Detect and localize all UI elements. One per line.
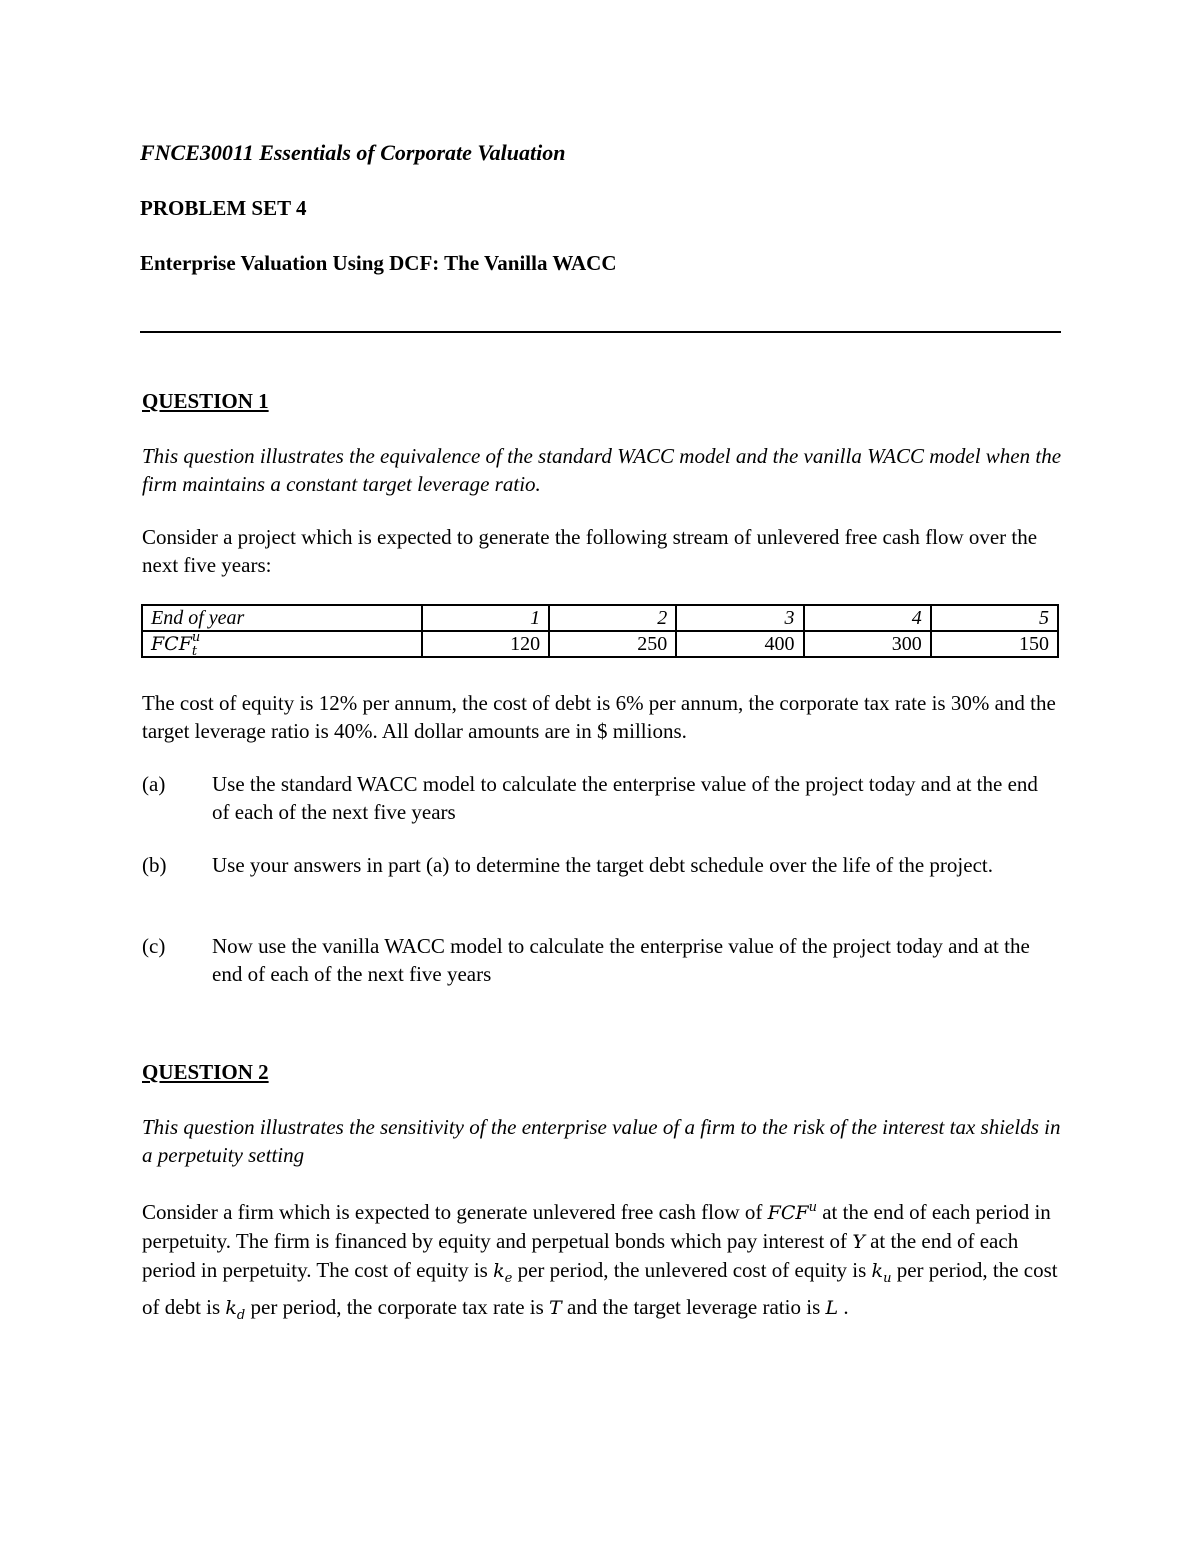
cost-of-equity-symbol: k	[493, 1260, 505, 1282]
fcf-scripts	[191, 630, 204, 659]
body-text: per period, the corporate tax rate is	[245, 1295, 550, 1320]
body-text: at the end of each period in perpetuity. The firm is financed by equity and perpetual bonds which pay interest of	[142, 1200, 1051, 1253]
interest-symbol: Y	[852, 1231, 865, 1253]
question-1-part-b	[142, 851, 1062, 879]
part-marker: (b)	[142, 853, 167, 877]
body-text: per period, the unlevered cost of equity is	[512, 1258, 872, 1282]
year-row-label: End of year	[142, 605, 422, 631]
fcf-subscript: t	[191, 644, 198, 659]
question-1-setup: Consider a project which is expected to generate the following stream of unlevered free cash flow over the next five years:	[142, 525, 1038, 577]
part-marker: (c)	[142, 934, 166, 958]
question-2-body	[142, 1194, 1062, 1330]
part-text: Now use the vanilla WACC model to calculate the enterprise value of the project today and at the end of each of the next five years	[212, 934, 1030, 986]
question-1-part-c	[142, 932, 1062, 988]
problem-set-subtitle: Enterprise Valuation Using DCF: The Vanilla WACC	[140, 251, 617, 275]
fcf-superscript: u	[191, 630, 201, 645]
fcf-cell: 120	[422, 631, 549, 657]
body-text: per period, the cost of debt is	[142, 1258, 1058, 1320]
question-1-heading: QUESTION 1	[142, 389, 269, 413]
part-text: Use your answers in part (a) to determine the target debt schedule over the life of the project.	[212, 853, 993, 877]
body-text: .	[838, 1295, 849, 1320]
question-1-part-a	[142, 770, 1062, 826]
leverage-symbol: L	[825, 1297, 839, 1320]
tax-rate-symbol: T	[549, 1297, 562, 1320]
table-row	[142, 631, 1058, 657]
cost-of-equity-subscript: e	[504, 1271, 513, 1287]
fcf-symbol: FCF	[767, 1202, 809, 1224]
fcf-row-label	[142, 631, 422, 657]
unlevered-cost-subscript: u	[883, 1271, 892, 1287]
cost-of-debt-symbol: k	[225, 1297, 237, 1320]
question-2-intro: This question illustrates the sensitivity of the enterprise value of a firm to the risk of the interest tax shields in a perpetuity setting	[142, 1115, 1061, 1167]
problem-set-title: PROBLEM SET 4	[140, 196, 307, 220]
fcf-cell: 250	[549, 631, 676, 657]
year-cell: 1	[422, 605, 549, 631]
year-cell: 4	[804, 605, 931, 631]
question-1-intro: This question illustrates the equivalence of the standard WACC model and the vanilla WACC model when the firm maintains a constant target leverage ratio.	[142, 444, 1062, 496]
fcf-cell: 150	[931, 631, 1058, 657]
question-1-assumptions: The cost of equity is 12% per annum, the cost of debt is 6% per annum, the corporate tax rate is 30% and the target leverage ratio is 40%. All dollar amounts are in $ millions.	[142, 691, 1056, 743]
body-text: at the end of each period in perpetuity. The cost of equity is	[142, 1229, 1019, 1282]
cash-flow-table	[141, 604, 1059, 658]
header-divider	[140, 331, 1061, 333]
fcf-cell: 300	[804, 631, 931, 657]
table-row	[142, 605, 1058, 631]
part-marker: (a)	[142, 772, 166, 796]
year-cell: 5	[931, 605, 1058, 631]
unlevered-cost-symbol: k	[871, 1260, 884, 1282]
part-text: Use the standard WACC model to calculate the enterprise value of the project today and at the end of each of the next five years	[212, 772, 1038, 824]
fcf-superscript: u	[808, 1200, 817, 1215]
year-cell: 2	[549, 605, 676, 631]
body-text: and the target leverage ratio is	[561, 1295, 826, 1320]
body-text: Consider a firm which is expected to generate unlevered free cash flow of	[142, 1200, 768, 1224]
year-cell: 3	[676, 605, 803, 631]
fcf-symbol: FCF	[151, 633, 192, 655]
course-title: FNCE30011 Essentials of Corporate Valuation	[140, 140, 566, 165]
cost-of-debt-subscript: d	[236, 1308, 246, 1324]
fcf-cell: 400	[676, 631, 803, 657]
question-2-heading: QUESTION 2	[142, 1060, 269, 1084]
